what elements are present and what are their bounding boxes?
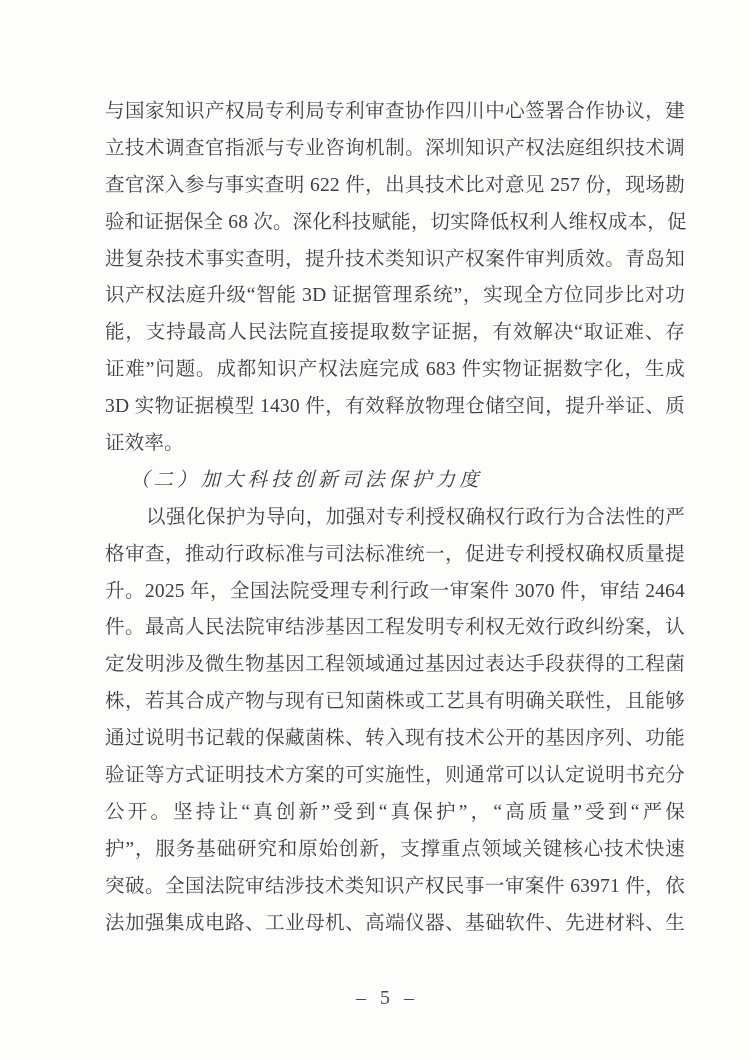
text-line: 法加强集成电路、工业母机、高端仪器、基础软件、先进材料、生 bbox=[105, 912, 685, 934]
text-line: 件。最高人民法院审结涉基因工程发明专利权无效行政纠纷案，认 bbox=[105, 617, 685, 639]
page-number: – 5 – bbox=[356, 987, 414, 1009]
paragraph-last-line: 证效率。 bbox=[105, 433, 184, 455]
text-line: 验证等方式证明技术方案的可实施性，则通常可以认定说明书充分 bbox=[105, 765, 685, 787]
page-body-text bbox=[105, 94, 685, 942]
text-line: 定发明涉及微生物基因工程领域通过基因过表达手段获得的工程菌 bbox=[105, 654, 685, 676]
text-line: 识产权法庭升级“智能 3D 证据管理系统”，实现全方位同步比对功 bbox=[105, 285, 685, 307]
text-line: 通过说明书记载的保藏菌株、转入现有技术公开的基因序列、功能 bbox=[105, 728, 685, 750]
section-heading: （二）加大科技创新司法保护力度 bbox=[130, 469, 483, 491]
text-line: 升。2025 年，全国法院受理专利行政一审案件 3070 件，审结 2464 bbox=[105, 580, 685, 602]
text-line: 证难”问题。成都知识产权法庭完成 683 件实物证据数字化，生成 bbox=[105, 359, 685, 381]
text-line: 3D 实物证据模型 1430 件，有效释放物理仓储空间，提升举证、质 bbox=[105, 396, 685, 418]
text-line: 能，支持最高人民法院直接提取数字证据，有效解决“取证难、存 bbox=[105, 322, 685, 344]
text-line: 验和证据保全 68 次。深化科技赋能，切实降低权利人维权成本，促 bbox=[105, 211, 687, 233]
text-line: 格审查，推动行政标准与司法标准统一，促进专利授权确权质量提 bbox=[105, 543, 685, 565]
text-line: 进复杂技术事实查明，提升技术类知识产权案件审判质效。青岛知 bbox=[105, 248, 685, 270]
text-line: 护”，服务基础研究和原始创新，支撑重点领域关键核心技术快速 bbox=[105, 838, 685, 860]
text-line: 立技术调查官指派与专业咨询机制。深圳知识产权法庭组织技术调 bbox=[105, 137, 685, 159]
text-line: 公开。坚持让“真创新”受到“真保护”，“高质量”受到“严保 bbox=[105, 801, 685, 823]
text-line: 株，若其合成产物与现有已知菌株或工艺具有明确关联性，且能够 bbox=[105, 691, 685, 713]
text-line: 与国家知识产权局专利局专利审查协作四川中心签署合作协议，建 bbox=[105, 101, 685, 122]
paragraph-first-line: 以强化保护为导向，加强对专利授权确权行政行为合法性的严 bbox=[146, 506, 685, 528]
text-line: 查官深入参与事实查明 622 件，出具技术比对意见 257 份，现场勘 bbox=[105, 174, 685, 196]
text-line: 突破。全国法院审结涉技术类知识产权民事一审案件 63971 件，依 bbox=[105, 875, 685, 897]
